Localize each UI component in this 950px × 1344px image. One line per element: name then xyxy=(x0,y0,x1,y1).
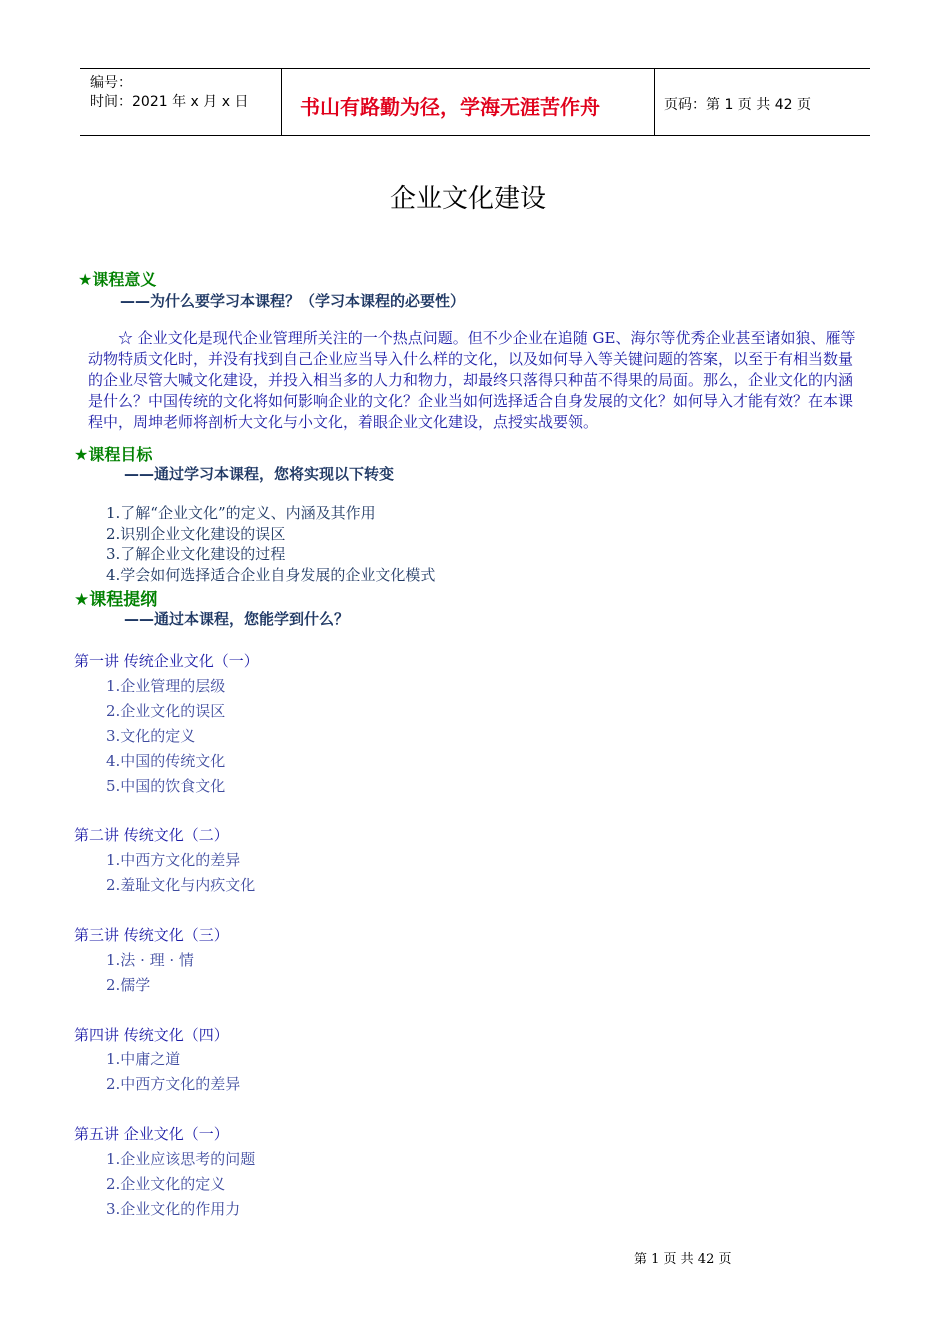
lecture-item: 2.儒学 xyxy=(106,976,151,994)
significance-paragraph: ☆ 企业文化是现代企业管理所关注的一个热点问题。但不少企业在追随 GE、海尔等优秀企业甚至诸如狼、雁等动物特质文化时，并没有找到自己企业应当导入什么样的文化，以及如何导入等关键问题的答案，以至于有相当数量的企业尽管大喊文化建设，并投入相当多的人力和物力，却最终只落得只种苗不得果的局面。那么，企业文化的内涵是什么？中国传统的文化将如何影响企业的文化？企业当如何选择适合自身发展的文化？如何导入才能有效？在本课程中，周坤老师将剖析大文化与小文化，着眼企业文化建设，点授实战要领。 xyxy=(88,329,856,431)
lecture-item: 1.中西方文化的差异 xyxy=(106,851,241,869)
goals-heading: ★课程目标 xyxy=(74,445,153,464)
goal-item: 4.学会如何选择适合企业自身发展的企业文化模式 xyxy=(106,566,436,584)
lecture-item: 4.中国的传统文化 xyxy=(106,752,226,770)
header-divider xyxy=(654,68,655,136)
page-info: 页码：第 1 页 共 42 页 xyxy=(664,97,811,113)
serial-label: 编号： xyxy=(90,75,132,91)
page-title: 企业文化建设 xyxy=(390,184,547,214)
lecture-item: 2.羞耻文化与内疚文化 xyxy=(106,876,256,894)
lecture-item: 3.文化的定义 xyxy=(106,727,196,745)
lecture-title: 第四讲 传统文化（四） xyxy=(74,1026,229,1044)
header-motto: 书山有路勤为径，学海无涯苦作舟 xyxy=(300,95,600,119)
lecture-item: 1.企业管理的层级 xyxy=(106,677,226,695)
lecture-title: 第二讲 传统文化（二） xyxy=(74,826,229,844)
lecture-item: 1.企业应该思考的问题 xyxy=(106,1150,256,1168)
goal-item: 2.识别企业文化建设的误区 xyxy=(106,525,286,543)
lecture-item: 2.企业文化的定义 xyxy=(106,1175,226,1193)
lecture-item: 3.企业文化的作用力 xyxy=(106,1200,241,1218)
lecture-item: 1.中庸之道 xyxy=(106,1050,181,1068)
lecture-item: 2.企业文化的误区 xyxy=(106,702,226,720)
outline-subheading: ——通过本课程，您能学到什么？ xyxy=(124,610,350,628)
lecture-title: 第五讲 企业文化（一） xyxy=(74,1125,229,1143)
goal-item: 1.了解“企业文化”的定义、内涵及其作用 xyxy=(106,504,376,522)
page-footer: 第 1 页 共 42 页 xyxy=(634,1252,732,1267)
significance-subheading: ——为什么要学习本课程？（学习本课程的必要性） xyxy=(120,292,466,310)
header-top-rule xyxy=(80,68,870,69)
header-divider xyxy=(281,68,282,136)
time-label: 时间：2021 年 x 月 x 日 xyxy=(90,94,249,110)
header-bottom-rule xyxy=(80,135,870,136)
outline-heading: ★课程提纲 xyxy=(74,590,158,610)
lecture-title: 第一讲 传统企业文化（一） xyxy=(74,652,259,670)
lecture-item: 1.法 · 理 · 情 xyxy=(106,951,194,969)
significance-heading: ★课程意义 xyxy=(78,270,157,289)
lecture-title: 第三讲 传统文化（三） xyxy=(74,926,229,944)
goals-subheading: ——通过学习本课程，您将实现以下转变 xyxy=(124,465,395,483)
lecture-item: 5.中国的饮食文化 xyxy=(106,777,226,795)
goal-item: 3.了解企业文化建设的过程 xyxy=(106,545,286,563)
lecture-item: 2.中西方文化的差异 xyxy=(106,1075,241,1093)
